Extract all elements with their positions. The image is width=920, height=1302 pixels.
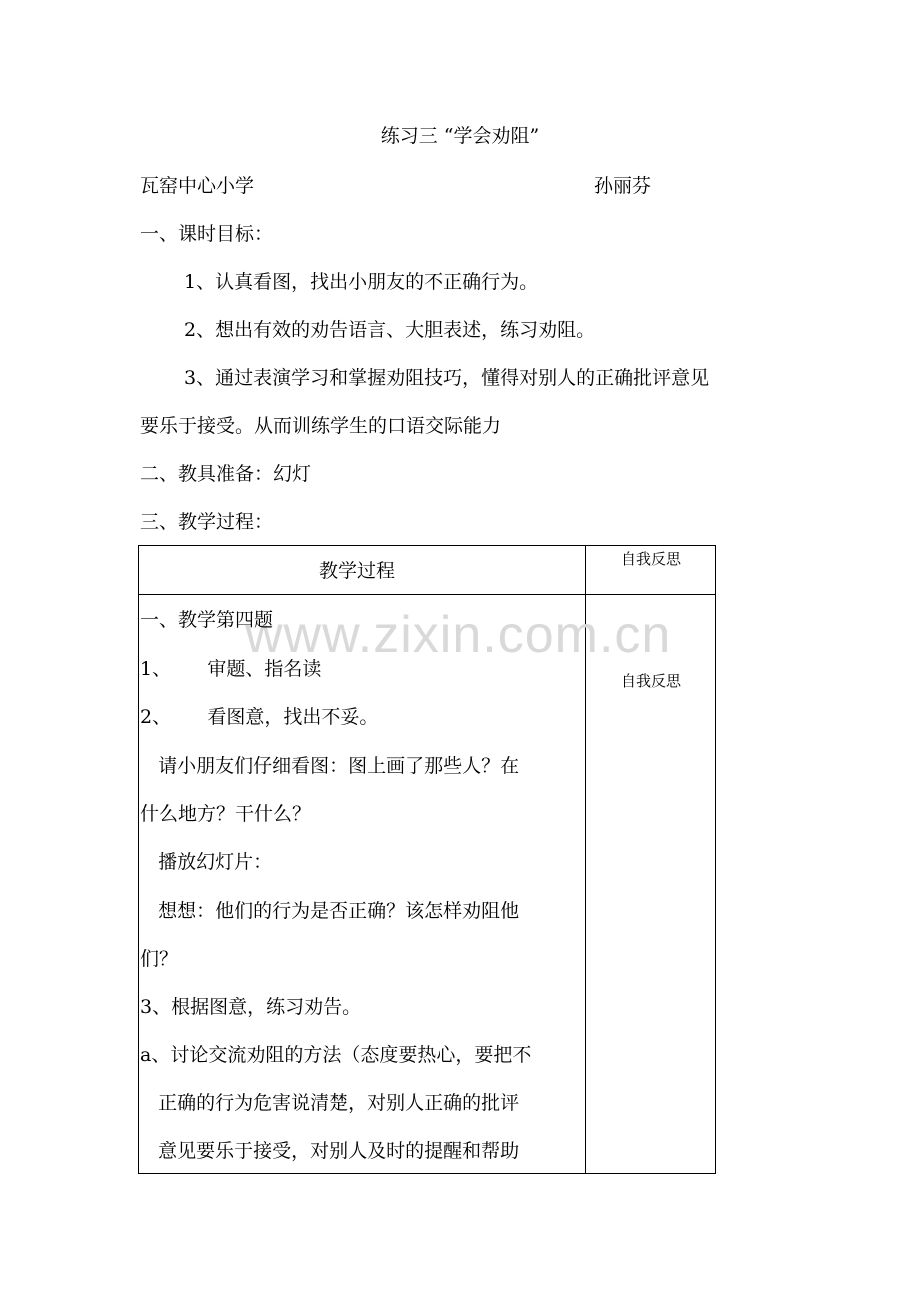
- reflection-cell: 自我反思: [621, 672, 682, 690]
- table-row: 3、根据图意，练习劝告。: [140, 996, 362, 1018]
- table-row: 一、教学第四题: [140, 609, 274, 631]
- document-title: 练习三 “学会劝阻”: [380, 125, 540, 147]
- table-row: 请小朋友们仔细看图：图上画了那些人？在: [140, 755, 520, 777]
- table-row: 2、 看图意，找出不妥。: [140, 706, 379, 728]
- teaching-tools: 二、教具准备：幻灯: [140, 463, 312, 485]
- objective-item-3-line-2: 要乐于接受。从而训练学生的口语交际能力: [140, 415, 502, 437]
- table-row: 1、 审题、指名读: [140, 658, 322, 680]
- table-row: 正确的行为危害说清楚，对别人正确的批评: [140, 1092, 520, 1114]
- author-name: 孙丽芬: [594, 175, 652, 197]
- table-row: a、讨论交流劝阻的方法（态度要热心，要把不: [140, 1044, 532, 1066]
- table-row: 播放幻灯片：: [140, 851, 273, 873]
- table-row: 想想：他们的行为是否正确？该怎样劝阻他: [140, 900, 520, 922]
- objective-item-1: 1、认真看图，找出小朋友的不正确行为。: [184, 271, 539, 293]
- table-header-divider: [138, 594, 716, 595]
- watermark-text: www.zixin.com.cn: [245, 606, 672, 664]
- objective-item-2: 2、想出有效的劝告语言、大胆表述，练习劝阻。: [184, 319, 596, 341]
- objectives-heading: 一、课时目标：: [140, 223, 274, 245]
- objective-item-3-line-1: 3、通过表演学习和掌握劝阻技巧，懂得对别人的正确批评意见: [184, 367, 710, 389]
- process-heading: 三、教学过程：: [140, 511, 274, 533]
- table-row: 什么地方？干什么？: [140, 803, 312, 825]
- table-header-reflection: 自我反思: [621, 550, 682, 568]
- table-header-process: 教学过程: [319, 560, 396, 582]
- school-name: 瓦窑中心小学: [140, 175, 255, 197]
- table-row: 意见要乐于接受，对别人及时的提醒和帮助: [140, 1140, 520, 1162]
- table-row: 们？: [140, 948, 179, 970]
